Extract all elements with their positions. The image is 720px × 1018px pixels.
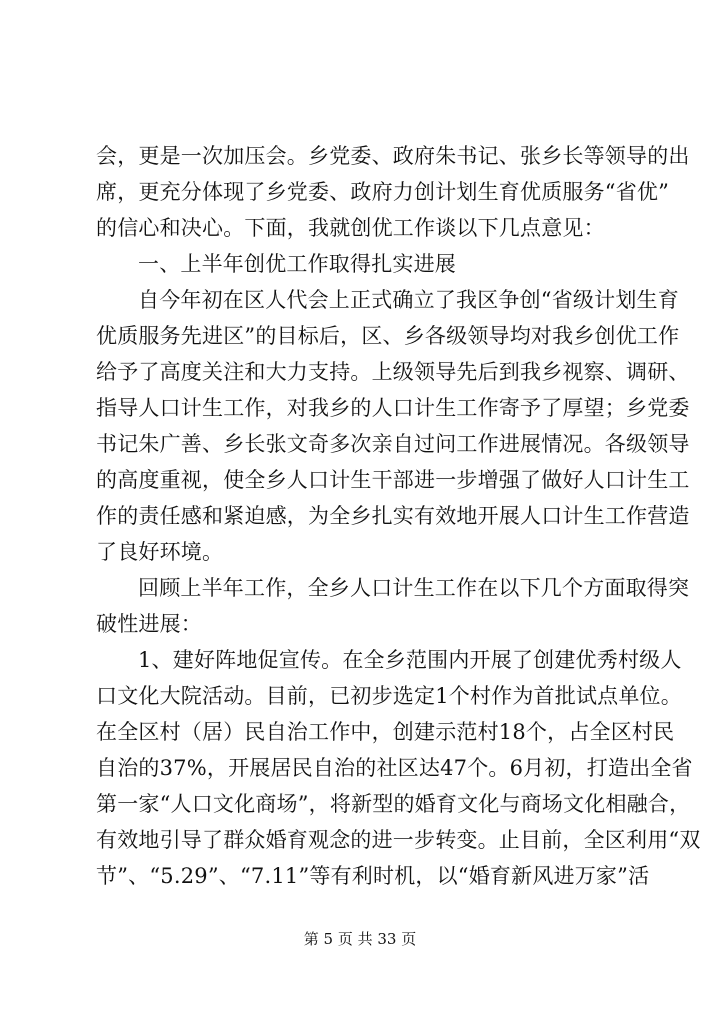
text-line: 作的责任感和紧迫感，为全乡扎实有效地开展人口计生工作营造 (96, 504, 690, 528)
text-line: 会，更是一次加压会。乡党委、政府朱书记、张乡长等领导的出 (96, 144, 690, 168)
page-footer: 第 5 页 共 33 页 (303, 930, 417, 948)
text-line: 自治的37%，开展居民自治的社区达47个。6月初，打造出全省 (96, 756, 693, 780)
text-line: 回顾上半年工作，全乡人口计生工作在以下几个方面取得突 (138, 576, 690, 600)
text-line: 破性进展： (96, 612, 202, 636)
text-line: 的信心和决心。下面，我就创优工作谈以下几点意见： (96, 216, 605, 240)
text-line: 给予了高度关注和大力支持。上级领导先后到我乡视察、调研、 (96, 360, 690, 384)
text-line: 的高度重视，使全乡人口计生干部进一步增强了做好人口计生工 (96, 468, 690, 492)
text-line: 自今年初在区人代会上正式确立了我区争创“省级计划生育 (138, 288, 679, 312)
text-line: 在全区村（居）民自治工作中，创建示范村18个，占全区村民 (96, 720, 675, 744)
text-line: 了良好环境。 (96, 540, 224, 564)
text-line: 第一家“人口文化商场”，将新型的婚育文化与商场文化相融合， (96, 792, 691, 816)
text-line: 指导人口计生工作，对我乡的人口计生工作寄予了厚望；乡党委 (96, 396, 690, 420)
text-line: 有效地引导了群众婚育观念的进一步转变。止目前，全区利用“双 (96, 828, 701, 852)
text-line: 1、建好阵地促宣传。在全乡范围内开展了创建优秀村级人 (138, 648, 682, 672)
text-line: 优质服务先进区”的目标后，区、乡各级领导均对我乡创优工作 (96, 324, 680, 348)
section-heading: 一、上半年创优工作取得扎实进展 (138, 252, 456, 276)
text-line: 节”、“5.29”、“7.11”等有利时机，以“婚育新风进万家”活 (96, 864, 650, 888)
text-line: 口文化大院活动。目前，已初步选定1个村作为首批试点单位。 (96, 684, 682, 708)
text-line: 书记朱广善、乡长张文奇多次亲自过问工作进展情况。各级领导 (96, 432, 690, 456)
text-line: 席，更充分体现了乡党委、政府力创计划生育优质服务“省优” (96, 180, 670, 204)
